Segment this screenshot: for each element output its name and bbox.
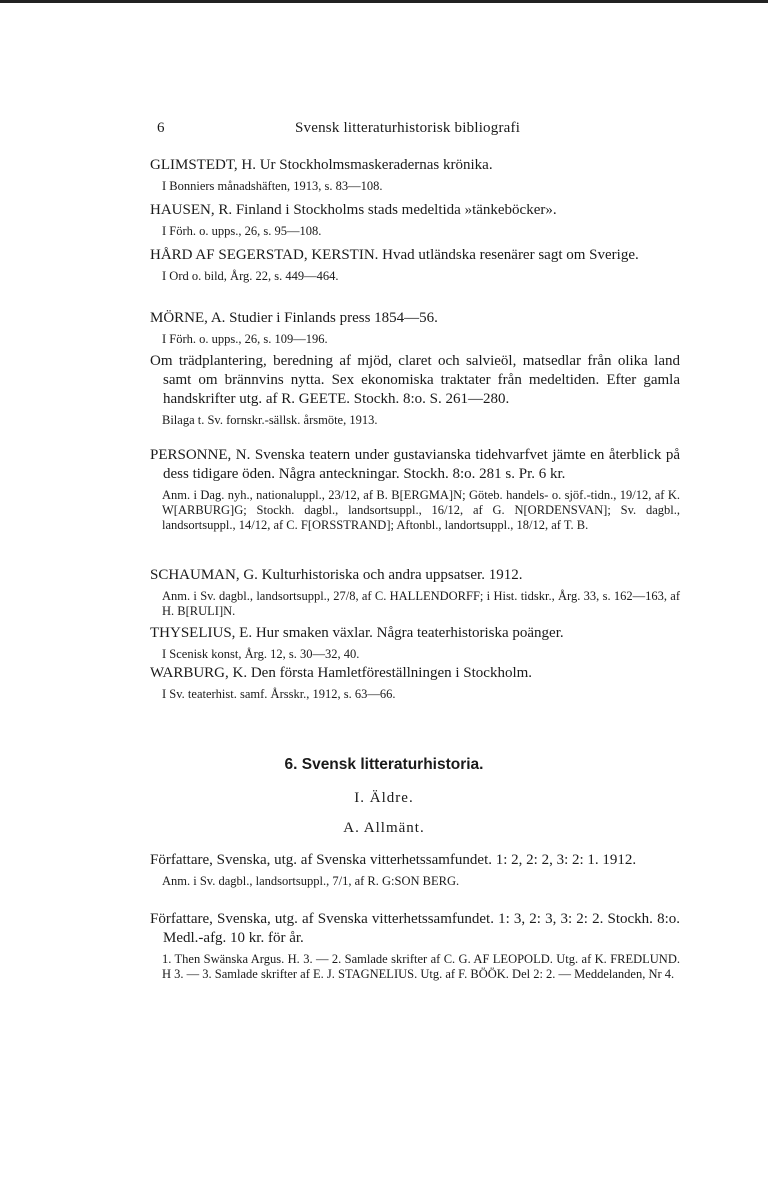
entry-schauman [150, 566, 680, 619]
entry-main: GLIMSTEDT, H. Ur Stockholmsmaskeradernas krönika. [150, 157, 493, 173]
entry-note: Anm. i Sv. dagbl., landsortsuppl., 7/1, af R. G:SON BERG. [162, 874, 460, 888]
section-title: 6. Svensk litteraturhistoria. [284, 756, 484, 773]
entry-morne [150, 309, 680, 347]
entry-glimstedt [150, 156, 680, 194]
entry-note: Anm. i Dag. nyh., nationaluppl., 23/12, af B. B[ERGMA]N; Göteb. handels- o. sjöf.-tidn., 19/12, af K. W[ARBURG]G; Stockh. dagbl., landsortsuppl., 16/12, af G. N[ORDENSVAN]; Sv. dagbl., landsortsuppl., 14/12, af C. F[ORSSTRAND]; Aftonbl., landortsuppl., 18/12, af T. B. [162, 488, 680, 532]
page-number: 6 [157, 120, 165, 136]
section-part: I. Äldre. [354, 790, 414, 806]
entry-main: Författare, Svenska, utg. af Svenska vitterhetssamfundet. 1: 2, 2: 2, 3: 2: 1. 1912. [150, 852, 637, 868]
entry-note: Anm. i Sv. dagbl., landsortsuppl., 27/8, af C. HALLENDORFF; i Hist. tidskr., Årg. 33, s. 162—163, af H. B[RULI]N. [162, 589, 680, 618]
entry-note: Bilaga t. Sv. fornskr.-sällsk. årsmöte, 1913. [162, 413, 378, 427]
entry-main: HÅRD AF SEGERSTAD, KERSTIN. Hvad utländska resenärer sagt om Sverige. [150, 247, 639, 263]
entry-main: WARBURG, K. Den första Hamletföreställningen i Stockholm. [150, 665, 533, 681]
top-border-line [0, 0, 768, 3]
entry-main: PERSONNE, N. Svenska teatern under gustavianska tidehvarfvet jämte en återblick på dess tidigare öden. Några anteckningar. Stockh. 8:o. 281 s. Pr. 6 kr. [150, 447, 680, 482]
entry-note: I Sv. teaterhist. samf. Årsskr., 1912, s. 63—66. [162, 687, 396, 701]
entry-warburg [150, 664, 680, 702]
entry-note: I Förh. o. upps., 26, s. 109—196. [162, 332, 328, 346]
entry-hausen [150, 201, 680, 239]
entry-forfattare-1912 [150, 851, 680, 889]
entry-hard-af-segerstad [150, 246, 680, 284]
entry-main: SCHAUMAN, G. Kulturhistoriska och andra uppsatser. 1912. [150, 567, 523, 583]
entry-main: HAUSEN, R. Finland i Stockholms stads medeltida »tänkeböcker». [150, 202, 557, 218]
running-title: Svensk litteraturhistorisk bibliografi [295, 120, 521, 136]
entry-thyselius [150, 624, 680, 662]
entry-note: I Förh. o. upps., 26, s. 95—108. [162, 224, 322, 238]
entry-forfattare-1913 [150, 910, 680, 982]
entry-main: Författare, Svenska, utg. af Svenska vitterhetssamfundet. 1: 3, 2: 3, 3: 2: 2. Stockh. 8:o. Medl.-afg. 10 kr. för år. [150, 911, 680, 946]
entry-note: I Bonniers månadshäften, 1913, s. 83—108. [162, 179, 383, 193]
entry-main: THYSELIUS, E. Hur smaken växlar. Några teaterhistoriska poänger. [150, 625, 564, 641]
entry-personne [150, 446, 680, 533]
entry-main: Om trädplantering, beredning af mjöd, claret och salvieöl, matsedlar från olika land samt om brännvins nytta. Sex ekonomiska traktater från medeltiden. Efter gamla handskrifter utg. af R. GEETE. Stockh. 8:o. S. 261—280. [150, 353, 680, 407]
entry-main: MÖRNE, A. Studier i Finlands press 1854—56. [150, 310, 438, 326]
entry-note: I Scenisk konst, Årg. 12, s. 30—32, 40. [162, 647, 360, 661]
entry-note: I Ord o. bild, Årg. 22, s. 449—464. [162, 269, 339, 283]
entry-note: 1. Then Swänska Argus. H. 3. — 2. Samlade skrifter af C. G. AF LEOPOLD. Utg. af K. FREDLUND. H 3. — 3. Samlade skrifter af E. J. STAGNELIUS. Utg. af F. BÖÖK. Del 2: 2. — Meddelanden, Nr 4. [162, 952, 680, 981]
section-subpart: A. Allmänt. [343, 820, 425, 836]
entry-om-tradplantering [150, 352, 680, 428]
